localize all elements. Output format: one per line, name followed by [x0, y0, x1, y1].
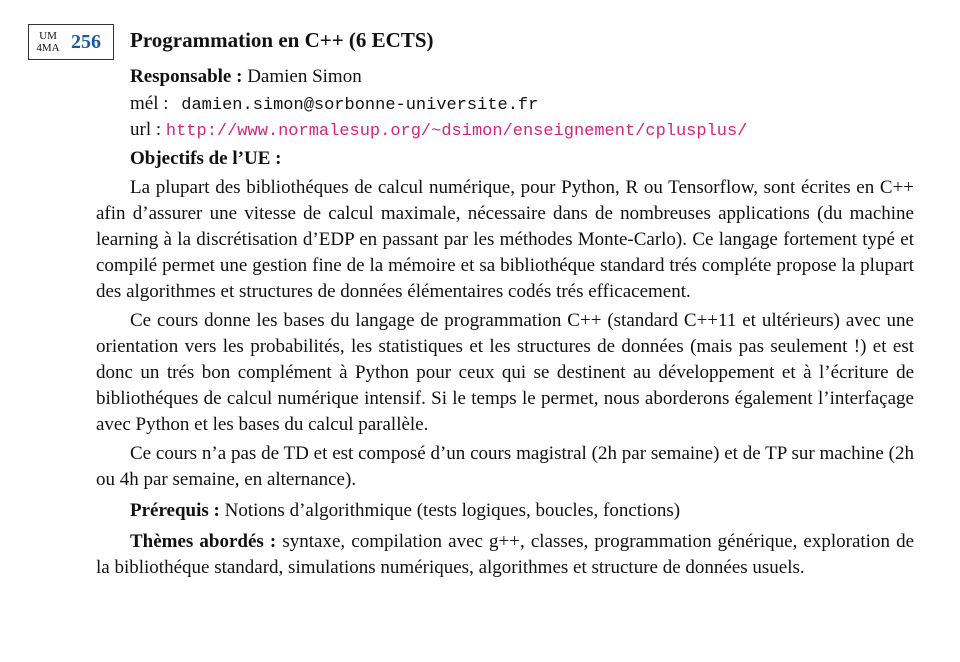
objectives-paragraph-1: La plupart des bibliothéques de calcul numérique, pour Python, R ou Tensorflow, sont écrites en C++ afin d’assurer une vitesse de calcul maximale, nécessaire dans de nombreuses applications (du machine learning à la discrétisation d’EDP en passant par les méthodes Monte-Carlo). Ce langage fortement typé et compilé permet une gestion fine de la mémoire et sa bibliothéque standard trés compléte propose la plupart des algorithmes et structures de données élémentaires codés trés efficacement. — [96, 177, 914, 302]
course-title: Programmation en C++ (6 ECTS) — [130, 28, 434, 52]
responsable-value: Damien Simon — [247, 66, 362, 87]
themes-paragraph — [96, 529, 914, 581]
responsable-line — [130, 66, 362, 88]
url-label: url : — [130, 119, 162, 140]
url-line — [130, 119, 747, 141]
prerequis-paragraph — [96, 498, 914, 524]
course-code-prefix-line1: UM — [39, 30, 57, 42]
themes-label: Thèmes abordés : — [130, 531, 277, 552]
objectives-paragraph-3: Ce cours n’a pas de TD et est composé d’un cours magistral (2h par semaine) et de TP sur machine (2h ou 4h par semaine, en alternance). — [96, 443, 914, 490]
objectives-body — [96, 175, 914, 581]
course-code-box — [28, 24, 114, 60]
course-code-number: 256 — [71, 30, 101, 53]
email-label: mél : — [130, 93, 169, 114]
prerequis-value: Notions d’algorithmique (tests logiques, boucles, fonctions) — [224, 500, 681, 521]
email-value[interactable]: damien.simon@sorbonne-universite.fr — [181, 96, 539, 115]
objectives-paragraph-2: Ce cours donne les bases du langage de programmation C++ (standard C++11 et ultérieurs) avec une orientation vers les probabilités, les statistiques et les structures de données (mais pas seulement !) et est donc un trés bon complément à Python pour ceux qui se destinent au développement et à l’écriture de bibliothéques de calcul numérique intensif. Si le temps le permet, nous aborderons également l’interfaçage avec Python et les bases du calcul parallèle. — [96, 310, 914, 435]
course-code-prefix-line2: 4MA — [36, 42, 60, 54]
objectives-heading: Objectifs de l’UE : — [130, 148, 282, 169]
url-link[interactable]: http://www.normalesup.org/~dsimon/enseignement/cplusplus/ — [165, 122, 748, 141]
responsable-label: Responsable : — [130, 66, 243, 87]
course-code-prefix — [33, 30, 63, 54]
email-line — [130, 93, 538, 115]
prerequis-label: Prérequis : — [130, 500, 220, 521]
themes-value: syntaxe, compilation avec g++, classes, programmation générique, exploration de la bibliothéque standard, simulations numériques, algorithmes et structure de données usuels. — [96, 531, 914, 578]
